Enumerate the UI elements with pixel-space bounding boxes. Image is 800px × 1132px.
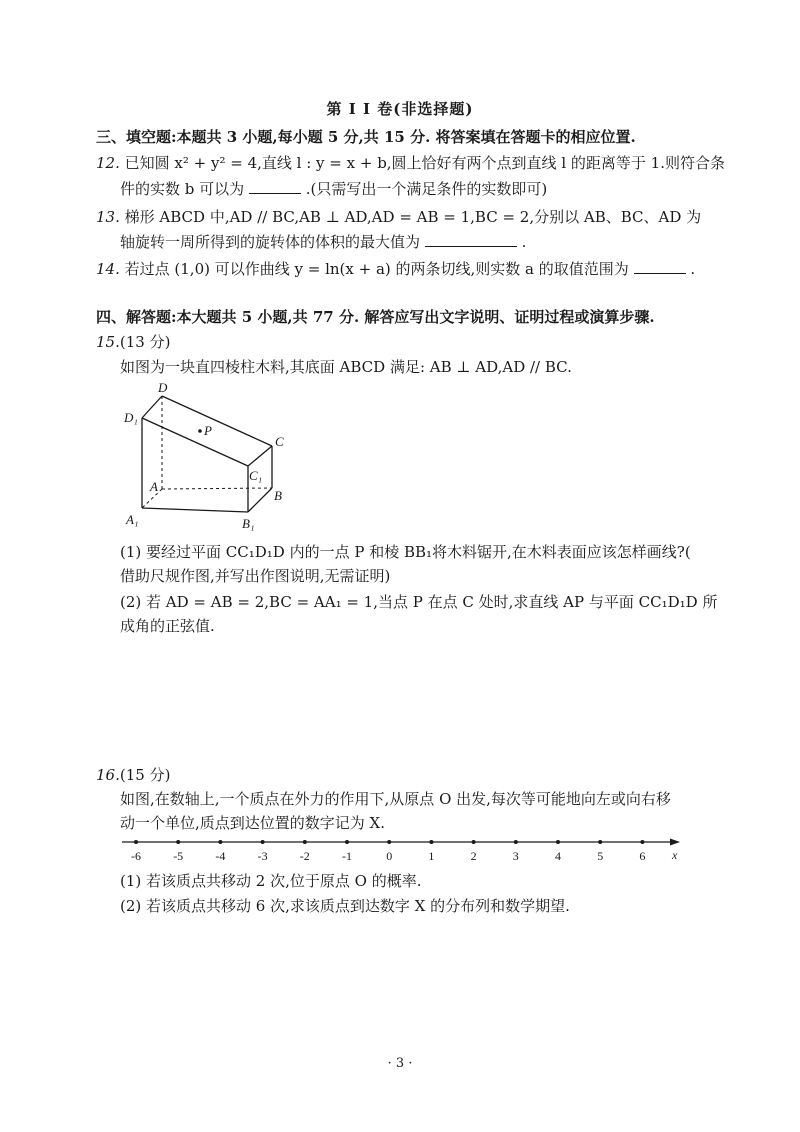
axis-tick xyxy=(472,840,476,844)
edge-d1c1 xyxy=(142,418,248,466)
axis-tick xyxy=(176,840,180,844)
axis-tick xyxy=(429,840,433,844)
axis-tick xyxy=(218,840,222,844)
q15-score: (13 分) xyxy=(119,333,171,351)
q15-part2-line2: 成角的正弦值. xyxy=(120,617,215,635)
q13-number: 13. xyxy=(96,208,120,226)
q13-line2a: 轴旋转一周所得到的旋转体的体积的最大值为 xyxy=(120,233,421,251)
q15-intro: 如图为一块直四棱柱木料,其底面 ABCD 满足: AB ⊥ AD,AD // BC. xyxy=(120,358,572,376)
q13 xyxy=(96,206,701,228)
q13-line2b: . xyxy=(521,233,527,251)
part-title: 第 I I 卷(非选择题) xyxy=(326,100,474,118)
q16-part1: (1) 若该质点共移动 2 次,位于原点 O 的概率. xyxy=(120,872,422,890)
q15-part1-line2: 借助尺规作图,并写出作图说明,无需证明) xyxy=(120,567,391,585)
axis-tick-label: -3 xyxy=(257,849,268,863)
q15-header xyxy=(96,331,170,353)
section4-heading: 四、解答题:本大题共 5 小题,共 77 分. 解答应写出文字说明、证明过程或演算步骤. xyxy=(96,308,655,326)
q14-number: 14. xyxy=(96,260,120,278)
q16-part2: (2) 若该质点共移动 6 次,求该质点到达数字 X 的分布列和数学期望. xyxy=(120,897,570,915)
axis-tick xyxy=(303,840,307,844)
q15-part2-line1: (2) 若 AD = AB = 2,BC = AA₁ = 1,当点 P 在点 C 处时,求直线 AP 与平面 CC₁D₁D 所 xyxy=(120,593,718,611)
label-a1: A₁ xyxy=(126,512,139,527)
axis-label: x xyxy=(672,848,678,862)
q14-line1a: 若过点 (1,0) 可以作曲线 y = ln(x + a) 的两条切线,则实数 a 的取值范围为 xyxy=(124,260,629,278)
axis-tick-label: -2 xyxy=(299,849,310,863)
axis-tick-label: 2 xyxy=(470,849,477,863)
q15-number: 15. xyxy=(96,333,120,351)
q15-part1-line1: (1) 要经过平面 CC₁D₁D 内的一点 P 和棱 BB₁将木料锯开,在木料表面应该怎样画线?( xyxy=(120,543,691,561)
label-p: P xyxy=(204,423,212,438)
edge-ab-hidden xyxy=(162,488,272,489)
axis-tick-label: -1 xyxy=(342,849,352,863)
label-d1: D₁ xyxy=(124,410,138,425)
edge-cc1 xyxy=(248,446,272,466)
q12-number: 12. xyxy=(96,154,120,172)
label-a: A xyxy=(150,479,158,494)
q16-score: (15 分) xyxy=(119,766,171,784)
axis-tick xyxy=(387,840,391,844)
label-c1: C₁ xyxy=(249,468,263,483)
axis-tick xyxy=(640,840,644,844)
q13-line1: 梯形 ABCD 中,AD // BC,AB ⊥ AD,AD = AB = 1,BC = 2,分别以 AB、BC、AD 为 xyxy=(124,208,702,226)
axis-tick xyxy=(556,840,560,844)
q16-header xyxy=(96,764,170,786)
q16-number: 16. xyxy=(96,766,120,784)
axis-tick-label: 6 xyxy=(639,849,646,863)
axis-tick xyxy=(261,840,265,844)
q16-intro-line1: 如图,在数轴上,一个质点在外力的作用下,从原点 O 出发,每次等可能地向左或向右移 xyxy=(120,790,671,808)
q16-intro-line2: 动一个单位,质点到达位置的数字记为 X. xyxy=(120,814,385,832)
edge-b1b xyxy=(248,488,272,512)
q12-line2b: .(只需写出一个满足条件的实数即可) xyxy=(305,180,548,198)
q14-line1b: . xyxy=(690,260,696,278)
q12-line2 xyxy=(120,178,547,200)
label-d: D xyxy=(158,380,168,395)
section3-heading: 三、填空题:本题共 3 小题,每小题 5 分,共 15 分. 将答案填在答题卡的相应位置. xyxy=(96,128,636,146)
prism-figure xyxy=(118,378,298,538)
q12-line2a: 件的实数 b 可以为 xyxy=(120,180,245,198)
axis-tick xyxy=(514,840,518,844)
edge-dc xyxy=(162,396,272,446)
answer-blank[interactable] xyxy=(634,259,686,274)
answer-blank[interactable] xyxy=(249,179,301,194)
edge-dd1 xyxy=(142,396,162,418)
q12-line1: 已知圆 x² + y² = 4,直线 l : y = x + b,圆上恰好有两个点到直线 l 的距离等于 1.则符合条 xyxy=(124,154,725,172)
answer-blank[interactable] xyxy=(425,232,517,247)
axis-tick xyxy=(134,840,138,844)
axis-arrow-icon xyxy=(670,839,680,846)
axis-tick xyxy=(345,840,349,844)
axis-tick-label: -6 xyxy=(131,849,141,863)
axis-tick-label: 4 xyxy=(555,849,561,863)
q13-line2 xyxy=(120,231,526,253)
axis-tick-label: 5 xyxy=(597,849,604,863)
axis-tick-label: -5 xyxy=(173,849,184,863)
number-line xyxy=(118,834,688,868)
axis-tick-label: 3 xyxy=(512,849,519,863)
axis-tick-label: 1 xyxy=(428,849,435,863)
label-b1: B₁ xyxy=(242,516,255,531)
q12 xyxy=(96,152,725,174)
point-p xyxy=(198,429,202,433)
label-b: B xyxy=(274,488,282,503)
axis-tick xyxy=(598,840,602,844)
page-number: · 3 · xyxy=(387,1056,413,1071)
q14 xyxy=(96,258,695,280)
axis-tick-label: -4 xyxy=(215,849,226,863)
label-c: C xyxy=(275,434,284,449)
edge-a1b1 xyxy=(142,508,248,512)
axis-tick-label: 0 xyxy=(386,849,393,863)
